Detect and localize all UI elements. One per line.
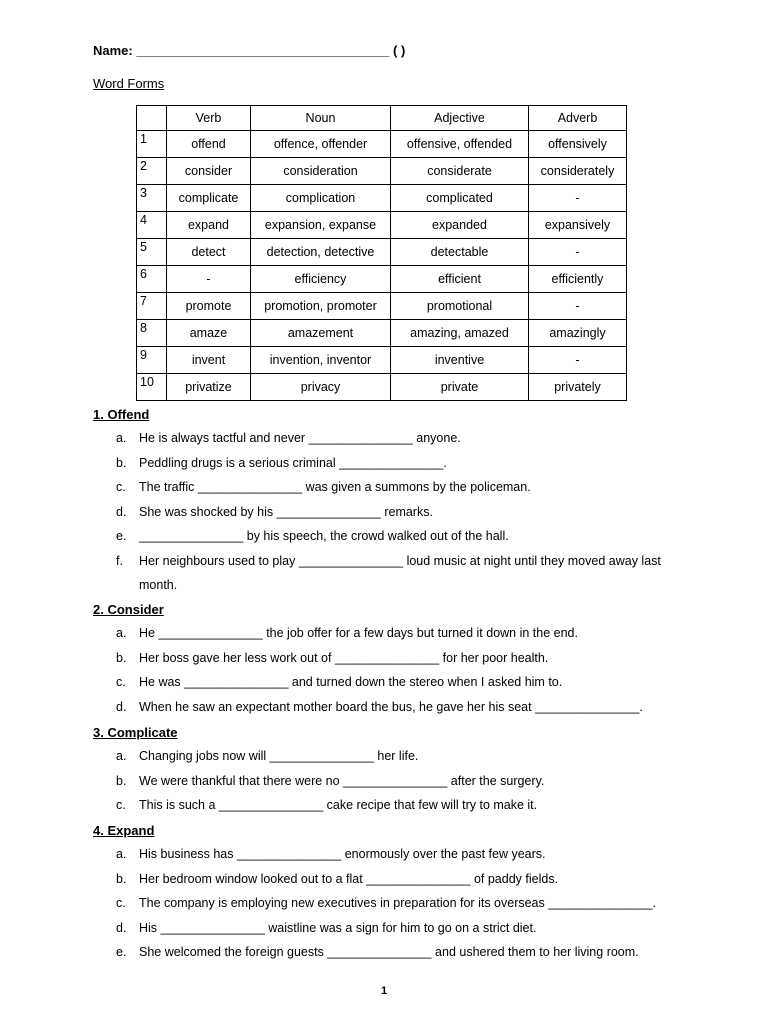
table-cell: offensively [529,131,627,158]
question-letter: d. [116,920,127,935]
question-item [116,769,544,793]
section-title: 4. Expand [93,823,155,838]
question-item [116,744,418,768]
row-number: 7 [137,293,167,320]
table-cell: private [391,374,529,401]
row-number: 8 [137,320,167,347]
question-letter: c. [116,675,126,689]
question-letter: a. [116,847,127,861]
question-item [116,695,643,719]
table-cell: complicate [167,185,251,212]
table-cell: expand [167,212,251,239]
question-text-continuation: month. [139,578,178,592]
question-text: He is always tactful and never _______________ anyone. [139,431,461,445]
question-text: She was shocked by his _______________ remarks. [139,504,433,519]
table-cell: promote [167,293,251,320]
question-text: The traffic _______________ was given a summons by the policeman. [139,480,531,494]
table-header-row [137,106,627,131]
question-letter: b. [116,455,127,470]
question-item [116,475,531,499]
table-row [137,131,627,158]
table-cell: detect [167,239,251,266]
question-text: Her boss gave her less work out of _______________ for her poor health. [139,650,549,665]
table-body [137,131,627,401]
row-number: 2 [137,158,167,185]
row-number: 10 [137,374,167,401]
question-item [116,867,558,891]
table-header-cell [137,106,167,131]
question-text: She welcomed the foreign guests _______________ and ushered them to her living room. [139,945,639,959]
table-cell: detection, detective [251,239,391,266]
table-cell: offence, offender [251,131,391,158]
table-cell: privatize [167,374,251,401]
question-item [116,940,639,964]
table-cell: - [529,239,627,266]
question-text: Changing jobs now will _______________ her life. [139,749,419,763]
question-text: His _______________ waistline was a sign for him to go on a strict diet. [139,920,537,935]
question-text: The company is employing new executives in preparation for its overseas _______________. [139,896,656,910]
table-header-cell: Verb [167,106,251,131]
question-text: This is such a _______________ cake recipe that few will try to make it. [139,798,538,812]
table-row [137,158,627,185]
table-cell: privately [529,374,627,401]
question-letter: c. [116,798,126,812]
table-cell: complicated [391,185,529,212]
question-letter: b. [116,773,127,788]
table-row [137,374,627,401]
table-cell: considerately [529,158,627,185]
question-letter: d. [116,699,127,714]
table-cell: privacy [251,374,391,401]
question-item [116,500,433,524]
question-letter: c. [116,896,126,910]
question-item [116,646,548,670]
name-field-line: Name: ___________________________________ ( ) [93,43,406,58]
table-cell: efficiently [529,266,627,293]
table-cell: amaze [167,320,251,347]
table-cell: considerate [391,158,529,185]
question-item [116,524,509,548]
table-cell: complication [251,185,391,212]
question-item [116,891,656,915]
question-letter: e. [116,945,127,959]
question-letter: b. [116,650,127,665]
row-number: 5 [137,239,167,266]
table-cell: promotion, promoter [251,293,391,320]
table-cell: amazement [251,320,391,347]
question-text: _______________ by his speech, the crowd walked out of the hall. [139,529,509,543]
question-item [116,793,537,817]
row-number: 3 [137,185,167,212]
table-row [137,185,627,212]
question-text: Her neighbours used to play _______________ loud music at night until they moved away last [139,553,661,568]
question-text: When he saw an expectant mother board the bus, he gave her his seat _______________. [139,699,643,714]
question-letter: a. [116,431,127,445]
question-item [116,916,536,940]
table-row [137,239,627,266]
section-title: 2. Consider [93,602,164,617]
question-letter: b. [116,871,127,886]
question-letter: f. [116,553,123,568]
table-row [137,347,627,374]
row-number: 4 [137,212,167,239]
question-letter: e. [116,529,127,543]
table-cell: expansion, expanse [251,212,391,239]
question-text: He _______________ the job offer for a few days but turned it down in the end. [139,626,578,640]
table-cell: expansively [529,212,627,239]
question-item [116,426,461,450]
table-cell: consideration [251,158,391,185]
table-cell: amazing, amazed [391,320,529,347]
table-cell: offensive, offended [391,131,529,158]
table-row [137,266,627,293]
table-cell: invention, inventor [251,347,391,374]
question-item [116,670,562,694]
question-letter: a. [116,749,127,763]
table-cell: invent [167,347,251,374]
word-forms-title: Word Forms [93,76,165,91]
table-cell: inventive [391,347,529,374]
table-cell: expanded [391,212,529,239]
table-cell: - [167,266,251,293]
table-header-cell: Adjective [391,106,529,131]
section-title: 1. Offend [93,407,150,422]
table-header-cell: Adverb [529,106,627,131]
question-letter: a. [116,626,127,640]
table-cell: detectable [391,239,529,266]
table-cell: efficiency [251,266,391,293]
question-letter: d. [116,504,127,519]
row-number: 9 [137,347,167,374]
row-number: 6 [137,266,167,293]
question-item [116,842,546,866]
table-cell: consider [167,158,251,185]
word-forms-table [136,105,627,401]
table-row [137,320,627,347]
question-text: Peddling drugs is a serious criminal _______________. [139,455,447,470]
row-number: 1 [137,131,167,158]
table-cell: - [529,185,627,212]
question-text: Her bedroom window looked out to a flat _______________ of paddy fields. [139,871,559,886]
table-cell: amazingly [529,320,627,347]
question-letter: c. [116,480,126,494]
table-cell: efficient [391,266,529,293]
question-item [116,549,661,573]
table-row [137,212,627,239]
question-item [116,621,578,645]
question-text: His business has _______________ enormously over the past few years. [139,847,546,861]
section-title: 3. Complicate [93,725,178,740]
page-number: 1 [380,985,388,997]
question-text: We were thankful that there were no _______________ after the surgery. [139,773,545,788]
question-item [116,451,447,475]
table-row [137,293,627,320]
table-header-cell: Noun [251,106,391,131]
table-cell: - [529,347,627,374]
table-cell: offend [167,131,251,158]
question-text: He was _______________ and turned down the stereo when I asked him to. [139,675,563,689]
table-cell: promotional [391,293,529,320]
table-cell: - [529,293,627,320]
